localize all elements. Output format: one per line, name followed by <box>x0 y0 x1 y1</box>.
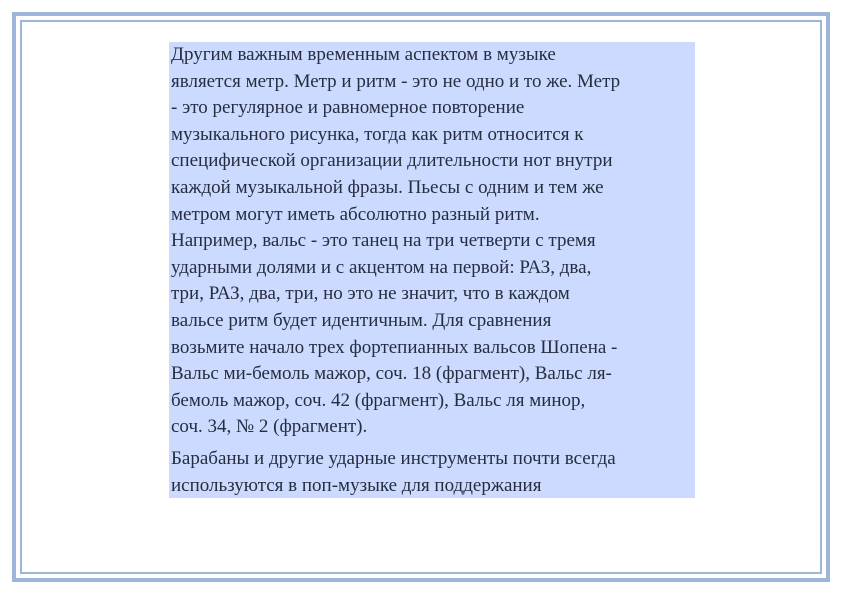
text-box <box>169 42 695 498</box>
paragraph-meter-rhythm: Другим важным временным аспектом в музыке является метр. Метр и ритм - это не одно и то же. Метр - это регулярное и равномерное повторение музыкального рисунка, тогда как ритм относится к специфической организации длительности нот внутри каждой музыкальной фразы. Пьесы с одним и тем же метром могут иметь абсолютно разный ритм. Например, вальс - это танец на три четверти с тремя ударными долями и с акцентом на первой: РАЗ, два, три, РАЗ, два, три, но это не значит, что в каждом вальсе ритм будет идентичным. Для сравнения возьмите начало трех фортепианных вальсов Шопена - Вальс ми-бемоль мажор, соч. 18 (фрагмент), Вальс ля- бемоль мажор, соч. 42 (фрагмент), Вальс ля минор, соч. 34, № 2 (фрагмент). <box>171 44 621 438</box>
paragraph-drums: Барабаны и другие ударные инструменты почти всегда используются в поп-музыке для поддержания <box>171 447 616 496</box>
